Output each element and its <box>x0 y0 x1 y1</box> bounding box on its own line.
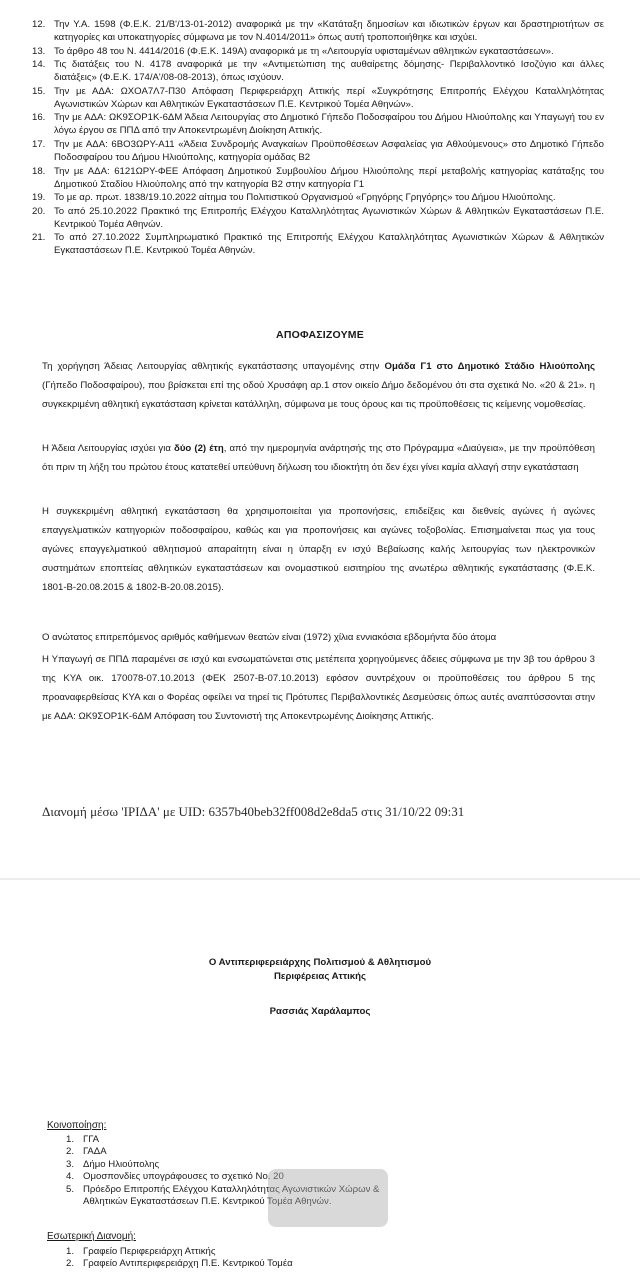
reference-item: 18. Την με ΑΔΑ: 6121ΩΡΥ-ΦΕΕ Απόφαση Δημοτικού Συμβουλίου Δήμου Ηλιούπολης περί μεταβολής κατηγορίας κατάταξης του Δημοτικού Σταδίου Ηλιούπολης από την κατηγορία Β2 στην κατηγορία Γ1 <box>32 165 604 190</box>
list-item: 4. Ομοσπονδίες υπογράφουσες το σχετικό Νο. 20 <box>66 1171 284 1183</box>
reference-item: 16. Την με ΑΔΑ: ΩΚ9ΣΟΡ1Κ-6ΔΜ Άδεια Λειτουργίας στο Δημοτικό Γήπεδο Ποδοσφαίρου του Δήμου Ηλιούπολης και Υπαγωγή του εν λόγω έργου σε ΠΠΔ από την Αποκεντρωμένη Διοίκηση Αττικής. <box>32 112 604 137</box>
references-list <box>32 18 604 258</box>
decision-paragraph-3: Η συγκεκριμένη αθλητική εγκατάσταση θα χρησιμοποιείται για προπονήσεις, επιδείξεις και διεθνείς αγώνες ή αγώνες επαγγελματικών κατηγοριών ποδοσφαίρου, καθώς και για προπονήσεις και αγώνες τοξοβολίας. Επισημαίνεται πως για τους αγώνες επαγγελματικού αθλητισμού απαραίτητη είναι η ύπαρξη εν ισχύ Βεβαίωσης καλής λειτουργίας των ηλεκτρονικών συστημάτων εποπτείας αθλητικών εγκαταστάσεων και ονομαστικού εισιτηρίου της ανωτέρω αθλητικής εγκατάστασης (Φ.Ε.Κ. 1801-Β-20.08.2015 & 1802-Β-20.08.2015). <box>42 506 595 593</box>
list-item: 2. ΓΑΔΑ <box>66 1146 107 1158</box>
koinopoiisi-title: Κοινοποίηση: <box>47 1120 107 1131</box>
decision-heading: ΑΠΟΦΑΣΙΖΟΥΜΕ <box>276 329 364 341</box>
reference-item: 19. Το με αρ. πρωτ. 1838/19.10.2022 αίτημα του Πολιτιστικού Οργανισμού «Γρηγόρης Γρηγόρης» του Δήμου Ηλιούπολης. <box>32 192 556 204</box>
signature-name: Ρασσιάς Χαράλαμπος <box>269 1006 371 1017</box>
reference-item: 17. Την με ΑΔΑ: 6ΒΟ3ΩΡΥ-Α11 «Άδεια Συνδρομής Αναγκαίων Προϋποθέσεων Ασφαλείας για Αθλούμενους» στο Δημοτικό Γήπεδο Ποδοσφαίρου του Δήμου Ηλιούπολης, κατηγορία ομάδας Β2 <box>32 138 604 163</box>
list-item: 5. Πρόεδρο Επιτροπής Ελέγχου Καταλληλότητας Αγωνιστικών Χώρων & Αθλητικών Εγκαταστάσεων Π.Ε. Κεντρικού Τομέα Αθηνών. <box>66 1183 380 1208</box>
reference-item: 14. Τις διατάξεις του Ν. 4178 αναφορικά με την «Αντιμετώπιση της αυθαίρετης δόμησης- Περιβαλλοντικό Ισοζύγιο και άλλες διατάξεις» (Φ.Ε.Κ. 174/Α'/08-08-2013), όπως ισχύουν. <box>32 59 604 84</box>
list-item: 3. Δήμο Ηλιούπολης <box>66 1158 160 1170</box>
watermark-overlay <box>268 1169 388 1227</box>
esoteriki-list <box>66 1246 426 1271</box>
reference-item: 15. Την με ΑΔΑ: ΩΧΟΑ7Λ7-Π30 Απόφαση Περιφερειάρχη Αττικής περί «Συγκρότησης Επιτροπής Ελέγχου Καταλληλότητας Αγωνιστικών Χώρων και Αθλητικών Εγκαταστάσεων Π.Ε. Κεντρικού Τομέα Αθηνών». <box>32 85 604 110</box>
signature-role: Ο Αντιπεριφερειάρχης Πολιτισμού & Αθλητισμού <box>208 957 432 968</box>
decision-paragraph-5: Η Υπαγωγή σε ΠΠΔ παραμένει σε ισχύ και ενσωματώνεται στις μετέπειτα χορηγούμενες άδειες σύμφωνα με την 3β του άρθρου 3 της ΚΥΑ οικ. 170078-07.10.2013 (ΦΕΚ 2507-Β-07.10.2013) εφόσον συντρέχουν οι προϋποθέσεις του άρθρου 5 της προαναφερθείσας ΚΥΑ και ο Φορέας οφείλει να τηρεί τις Πρότυπες Περιβαλλοντικές Δεσμεύσεις όπως αυτές αναπτύσσονται στην με ΑΔΑ: ΩΚ9ΣΟΡ1Κ-6ΔΜ Απόφαση του Συντονιστή της Αποκεντρωμένης Διοίκησης Αττικής. <box>42 654 595 722</box>
decision-paragraph-2: Η Άδεια Λειτουργίας ισχύει για δύο (2) έτη, από την ημερομηνία ανάρτησής της στο Πρόγραμμα «Διαύγεια», με την προϋπόθεση ότι πριν τη λήξη του πρώτου έτους κατατεθεί υπεύθυνη δήλωση του ιδιοκτήτη ότι δεν έχει γίνει καμία αλλαγή στην εγκατάσταση <box>42 443 595 473</box>
signature-title <box>0 956 640 984</box>
list-item: 2. Γραφείο Αντιπεριφερειάρχη Π.Ε. Κεντρικού Τομέα <box>66 1258 293 1270</box>
decision-paragraph-4: Ο ανώτατος επιτρεπόμενος αριθμός καθήμενων θεατών είναι (1972) χίλια εννιακόσια εβδομήντα δύο άτομα <box>42 632 497 643</box>
distribution-note: Διανομή μέσω 'ΙΡΙΔΑ' με UID: 6357b40beb32ff008d2e8da5 στις 31/10/22 09:31 <box>42 804 465 819</box>
reference-item: 13. Το άρθρο 48 του Ν. 4414/2016 (Φ.Ε.Κ. 149Α) αναφορικά με τη «Λειτουργία υφισταμένων αθλητικών εγκαταστάσεων». <box>32 45 554 57</box>
reference-item: 21. Το από 27.10.2022 Συμπληρωματικό Πρακτικό της Επιτροπής Ελέγχου Καταλληλότητας Αγωνιστικών Χώρων & Αθλητικών Εγκαταστάσεων Π.Ε. Κεντρικού Τομέα Αθηνών. <box>32 232 604 257</box>
list-item: 1. ΓΓΑ <box>66 1134 100 1145</box>
reference-item: 12. Την Υ.Α. 1598 (Φ.Ε.Κ. 21/Β'/13-01-2012) αναφορικά με την «Κατάταξη δημοσίων και ιδιωτικών έργων και δραστηριοτήτων σε κατηγορίες και υποκατηγορίες σύμφωνα με τον Ν.4014/2011» όπως αυτή τροποποιήθηκε και ισχύει. <box>32 19 604 43</box>
reference-item: 20. Το από 25.10.2022 Πρακτικό της Επιτροπής Ελέγχου Καταλληλότητας Αγωνιστικών Χώρων & Αθλητικών Εγκαταστάσεων Π.Ε. Κεντρικού Τομέα Αθηνών. <box>32 205 604 230</box>
esoteriki-title: Εσωτερική Διανομή: <box>47 1231 136 1242</box>
signature-region: Περιφέρειας Αττικής <box>274 971 366 982</box>
decision-paragraph-1: Τη χορήγηση Άδειας Λειτουργίας αθλητικής εγκατάστασης υπαγομένης στην Ομάδα Γ1 στο Δημοτικό Στάδιο Ηλιούπολης (Γήπεδο Ποδοσφαίρου), που βρίσκεται επί της οδού Χρυσάφη αρ.1 στον οικείο Δήμο δεδομένου ότι στα σχετικά Νο. «20 & 21». η συγκεκριμένη αθλητική εγκατάσταση κρίνεται κατάλληλη, σύμφωνα με τους όρους και τις προϋποθέσεις τις κείμενης νομοθεσίας. <box>42 361 596 410</box>
list-item: 1. Γραφείο Περιφερειάρχη Αττικής <box>66 1246 216 1257</box>
